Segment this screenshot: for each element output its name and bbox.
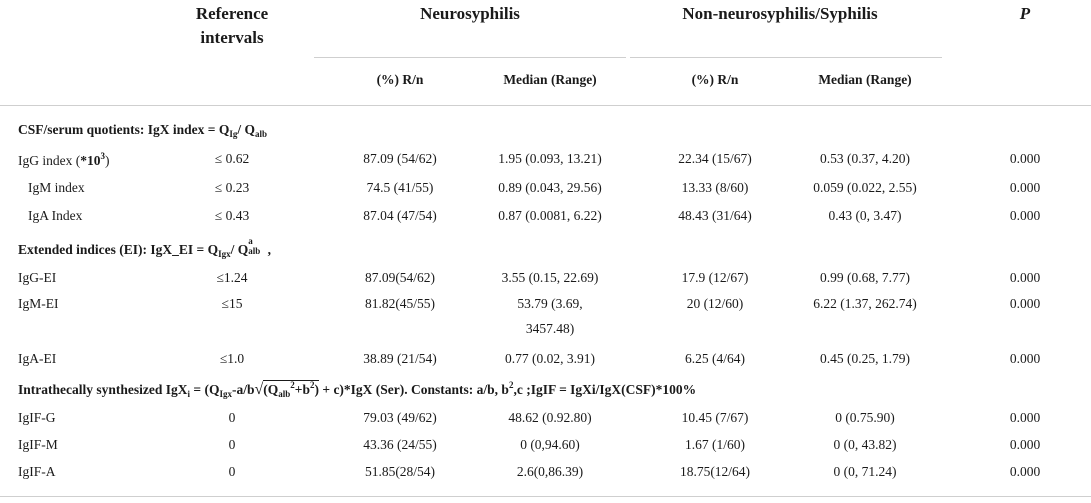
row-7-p: 0.000	[1009, 437, 1041, 452]
row-4-p: 0.000	[1009, 296, 1041, 311]
row-7-ref: 0	[228, 437, 236, 452]
section-extended-indices: Extended indices (EI): IgX_EI = $Q_{Igx}/$ Q a alb ,	[18, 236, 271, 259]
rule-neuro-span	[314, 57, 626, 58]
row-2-nonneuro-median: 0.43 (0, 3.47)	[828, 208, 902, 223]
header-reference-line1: Reference	[195, 4, 269, 23]
row-6-nonneuro-median: 0 (0.75.90)	[835, 410, 895, 425]
row-5-name: IgA-EI	[18, 351, 57, 366]
header-reference-line2: intervals	[200, 28, 264, 47]
row-3-p: 0.000	[1009, 270, 1041, 285]
row-1-neuro-median: 0.89 (0.043, 29.56)	[498, 180, 602, 195]
row-5-nonneuro-median: 0.45 (0.25, 1.79)	[820, 351, 910, 366]
row-0-ref: ≤ 0.62	[214, 151, 250, 166]
row-8-p: 0.000	[1009, 464, 1041, 479]
header-p: P	[1019, 4, 1031, 23]
row-6-p: 0.000	[1009, 410, 1041, 425]
row-7-nonneuro-pct: 1.67 (1/60)	[685, 437, 745, 452]
row-2-neuro-pct: 87.04 (47/54)	[363, 208, 437, 223]
row-8-nonneuro-pct: 18.75(12/64)	[679, 464, 751, 479]
row-1-p: 0.000	[1009, 180, 1041, 195]
subheader-neuro-pct: (%) R/n	[376, 72, 424, 87]
row-5-p: 0.000	[1009, 351, 1041, 366]
row-0-nonneuro-median: 0.53 (0.37, 4.20)	[820, 151, 910, 166]
row-2-p: 0.000	[1009, 208, 1041, 223]
row-0-neuro-pct: 87.09 (54/62)	[363, 151, 437, 166]
header-non-neurosyphilis: Non-neurosyphilis/Syphilis	[682, 4, 878, 23]
row-0-nonneuro-pct: 22.34 (15/67)	[678, 151, 752, 166]
row-5-neuro-pct: 38.89 (21/54)	[363, 351, 437, 366]
row-6-name: IgIF-G	[18, 410, 56, 425]
row-4-name: IgM-EI	[18, 296, 59, 311]
row-2-nonneuro-pct: 48.43 (31/64)	[678, 208, 752, 223]
row-8-ref: 0	[228, 464, 236, 479]
row-6-ref: 0	[228, 410, 236, 425]
row-7-neuro-pct: 43.36 (24/55)	[363, 437, 437, 452]
row-0-p: 0.000	[1009, 151, 1041, 166]
subheader-nonneuro-median: Median (Range)	[818, 72, 912, 87]
row-3-neuro-pct: 87.09(54/62)	[364, 270, 436, 285]
row-6-neuro-pct: 79.03 (49/62)	[363, 410, 437, 425]
row-5-nonneuro-pct: 6.25 (4/64)	[685, 351, 745, 366]
section-csf-serum-quotients: CSF/serum quotients: IgX index = $Q_{Ig}/$ $Q_{alb}$	[18, 122, 268, 139]
row-6-neuro-median: 48.62 (0.92.80)	[508, 410, 592, 425]
row-7-name: IgIF-M	[18, 437, 58, 452]
rule-header-bottom	[0, 105, 1091, 106]
row-4-ref: ≤15	[221, 296, 243, 311]
row-8-neuro-pct: 51.85(28/54)	[364, 464, 436, 479]
row-3-nonneuro-pct: 17.9 (12/67)	[681, 270, 749, 285]
row-1-ref: ≤ 0.23	[214, 180, 250, 195]
row-0-name: IgG index $(*10^3)$	[18, 151, 110, 168]
row-2-ref: ≤ 0.43	[214, 208, 250, 223]
row-3-ref: ≤1.24	[216, 270, 248, 285]
row-8-nonneuro-median: 0 (0, 71.24)	[833, 464, 897, 479]
row-5-neuro-median: 0.77 (0.02, 3.91)	[505, 351, 595, 366]
row-2-neuro-median: 0.87 (0.0081, 6.22)	[498, 208, 602, 223]
row-3-nonneuro-median: 0.99 (0.68, 7.77)	[820, 270, 910, 285]
row-4-neuro-pct: 81.82(45/55)	[364, 296, 436, 311]
row-4-neuro-median-cont: 3457.48)	[525, 321, 575, 336]
row-7-nonneuro-median: 0 (0, 43.82)	[833, 437, 897, 452]
row-6-nonneuro-pct: 10.45 (7/67)	[681, 410, 749, 425]
row-0-neuro-median: 1.95 (0.093, 13.21)	[498, 151, 602, 166]
row-7-neuro-median: 0 (0,94.60)	[520, 437, 580, 452]
row-4-neuro-median: 53.79 (3.69,	[517, 296, 583, 311]
row-8-name: IgIF-A	[18, 464, 56, 479]
subheader-nonneuro-pct: (%) R/n	[691, 72, 739, 87]
header-neurosyphilis: Neurosyphilis	[420, 4, 520, 23]
rule-nonneuro-span	[630, 57, 942, 58]
sqrt-icon: √	[254, 381, 264, 398]
row-2-name: IgA Index	[28, 208, 83, 223]
row-1-nonneuro-median: 0.059 (0.022, 2.55)	[813, 180, 917, 195]
row-1-neuro-pct: 74.5 (41/55)	[366, 180, 434, 195]
row-4-nonneuro-pct: 20 (12/60)	[686, 296, 744, 311]
row-5-ref: ≤1.0	[219, 351, 245, 366]
rule-table-bottom	[0, 496, 1091, 497]
row-4-nonneuro-median: 6.22 (1.37, 262.74)	[813, 296, 917, 311]
row-8-neuro-median: 2.6(0,86.39)	[516, 464, 584, 479]
row-3-neuro-median: 3.55 (0.15, 22.69)	[501, 270, 599, 285]
section-intrathecal-synthesis: Intrathecally synthesized $IgX_i = (Q_{Igx}-a/b√(Q_{alb}^2+b^2) + c)*IgX$ (Ser). Constants: a/b, $b^2,c$ ;IgIF = IgXi/IgX(CSF)*100%	[18, 380, 697, 399]
row-1-nonneuro-pct: 13.33 (8/60)	[681, 180, 749, 195]
row-1-name: IgM index	[28, 180, 85, 195]
row-3-name: IgG-EI	[18, 270, 57, 285]
subheader-neuro-median: Median (Range)	[503, 72, 597, 87]
